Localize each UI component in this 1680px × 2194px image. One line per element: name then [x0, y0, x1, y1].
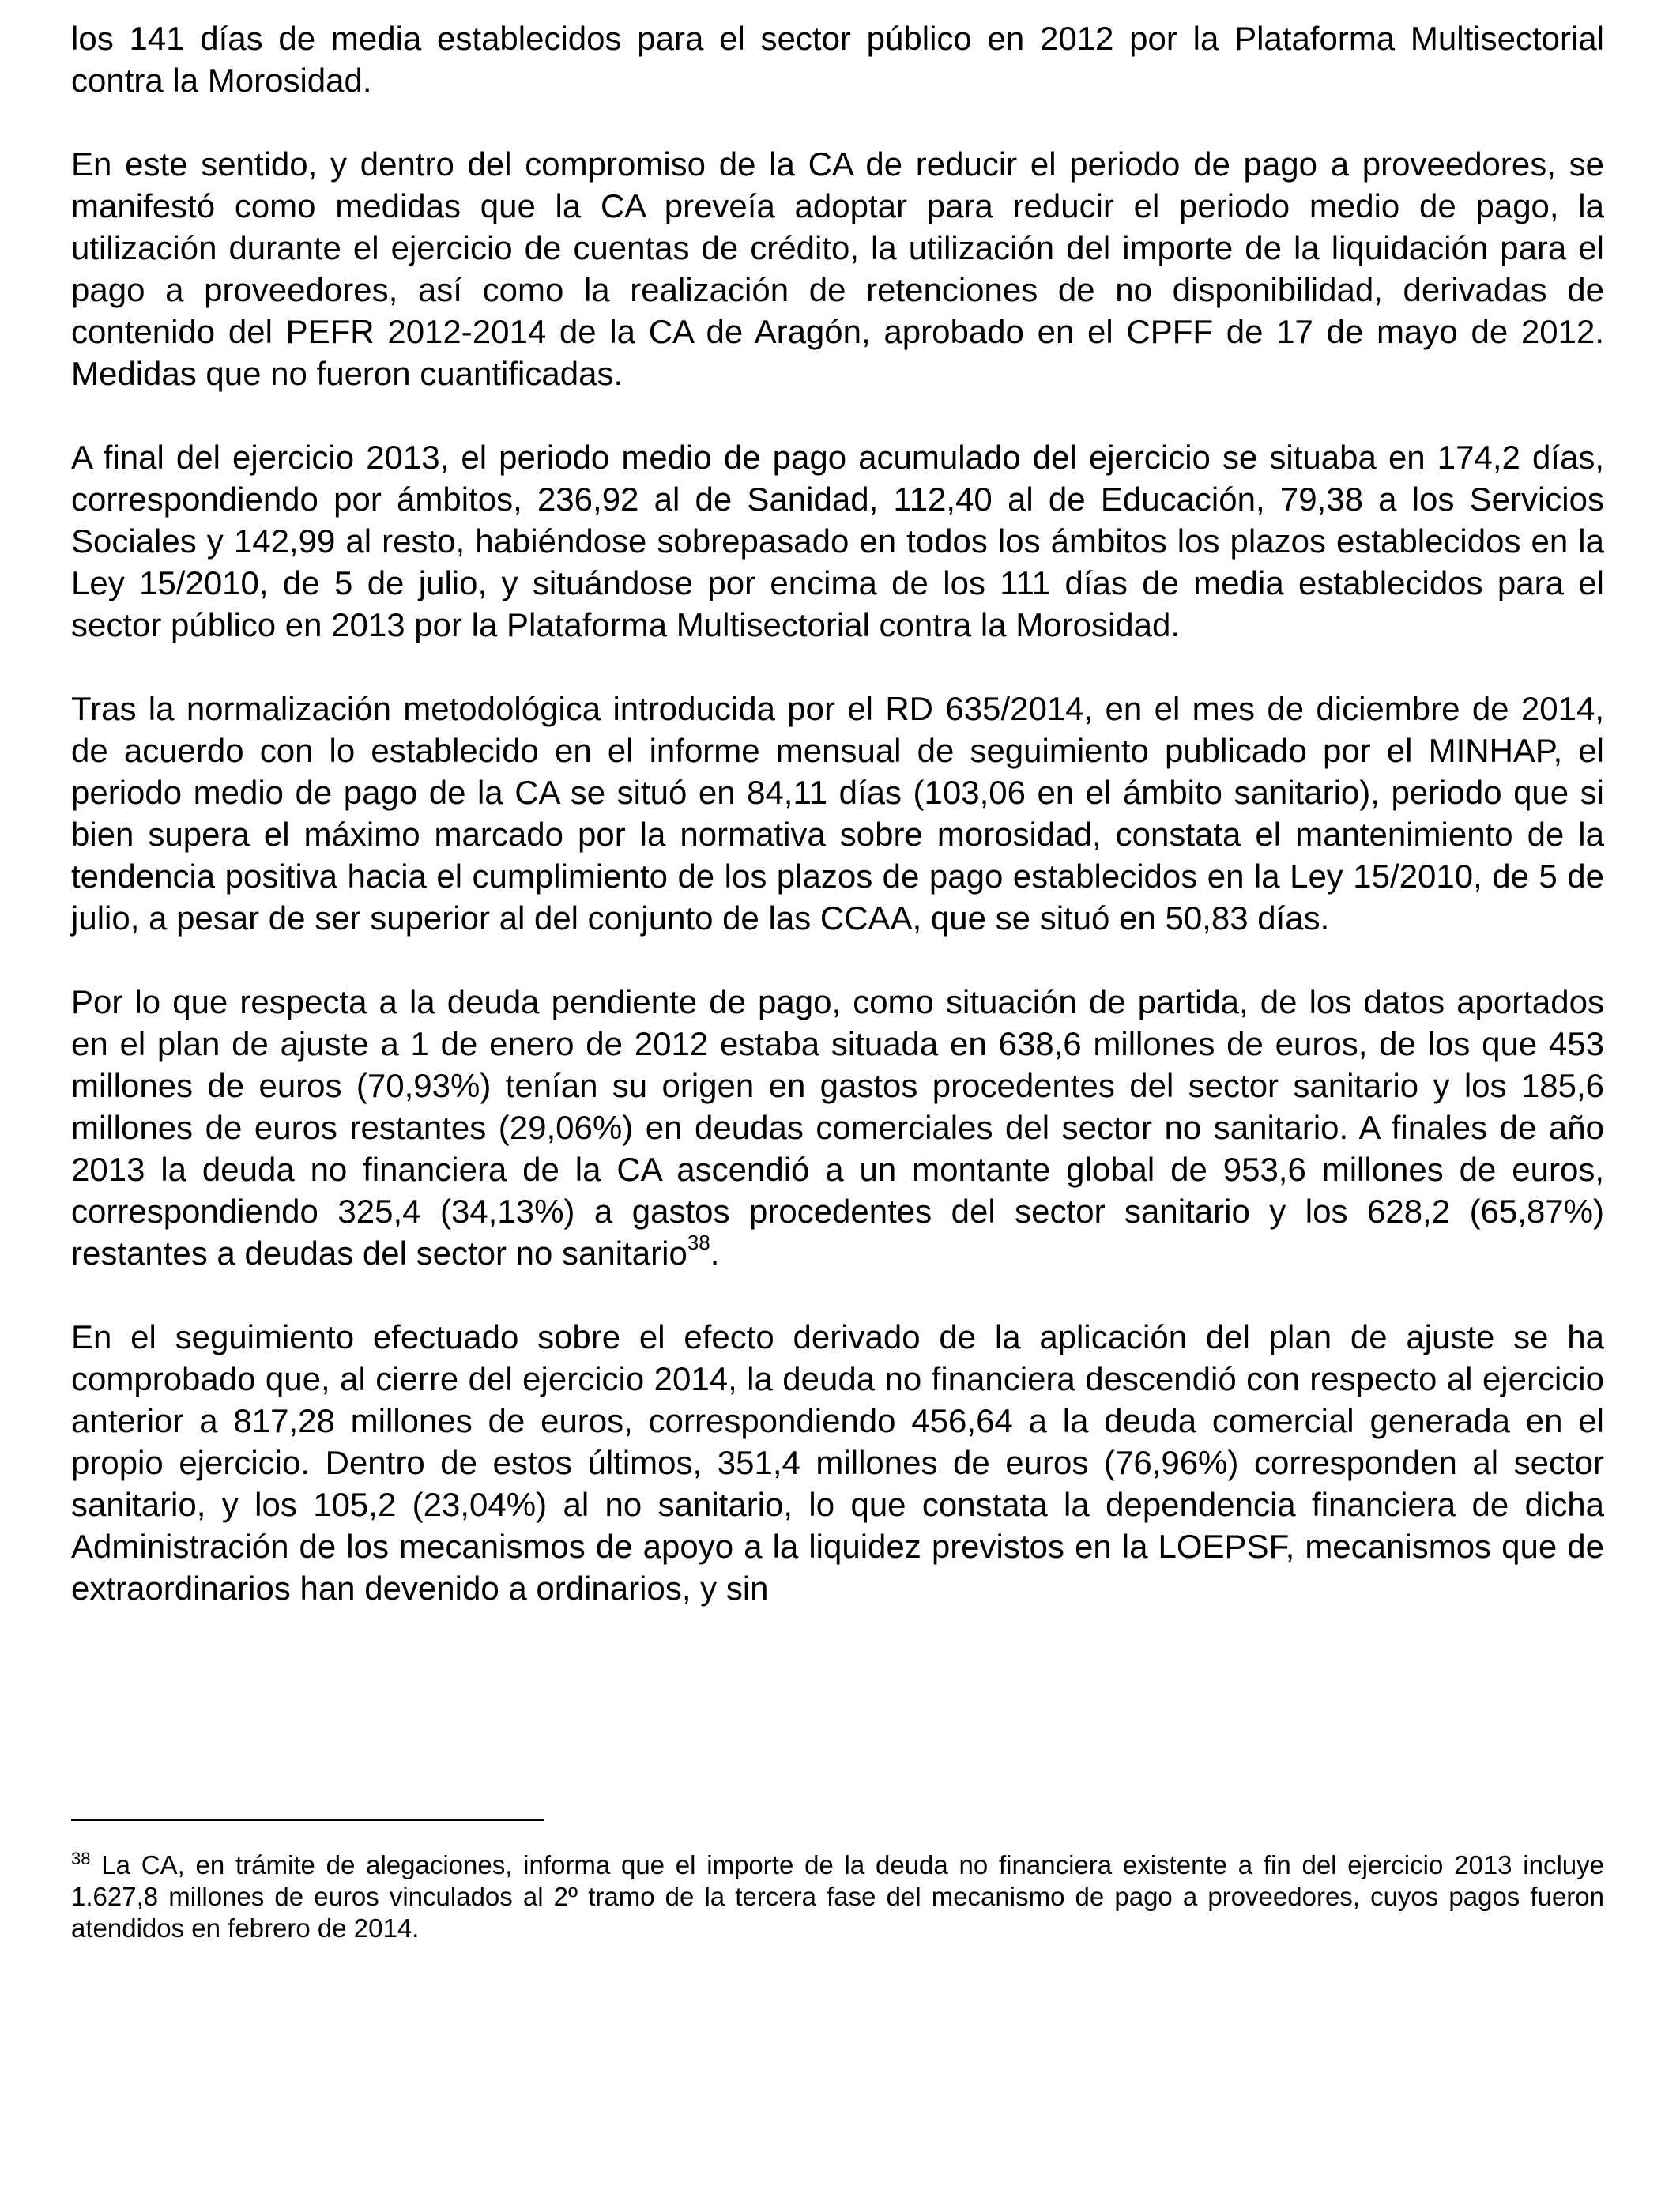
paragraph-2 — [71, 143, 1604, 394]
footnote — [71, 1849, 1604, 1944]
paragraph-tail: . — [710, 1235, 720, 1272]
paragraph-text: Tras la normalización metodológica introducida por el RD 635/2014, en el mes de diciembre de 2014, de acuerdo con lo establecido en el informe mensual de seguimiento publicado por el MINHAP, el periodo medio de pago de la CA se situó en 84,11 días (103,06 en el ámbito sanitario), periodo que si bien supera el máximo marcado por la normativa sobre morosidad, constata el mantenimiento de la tendencia positiva hacia el cumplimiento de los plazos de pago establecidos en la Ley 15/2010, de 5 de julio, a pesar de ser superior al del conjunto de las CCAA, que se situó en 50,83 días. — [71, 690, 1604, 937]
paragraph-5 — [71, 981, 1604, 1274]
paragraph-6 — [71, 1316, 1604, 1609]
paragraph-3 — [71, 436, 1604, 646]
footnote-separator — [71, 1819, 544, 1821]
paragraph-text: En el seguimiento efectuado sobre el efecto derivado de la aplicación del plan de ajuste se ha comprobado que, al cierre del ejercicio 2014, la deuda no financiera descendió con respecto al ejercicio anterior a 817,28 millones de euros, correspondiendo 456,64 a la deuda comercial generada en el propio ejercicio. Dentro de estos últimos, 351,4 millones de euros (76,96%) corresponden al sector sanitario, y los 105,2 (23,04%) al no sanitario, lo que constata la dependencia financiera de dicha Administración de los mecanismos de apoyo a la liquidez previstos en la LOEPSF, mecanismos que de extraordinarios han devenido a ordinarios, y sin — [71, 1318, 1604, 1607]
paragraph-text: A final del ejercicio 2013, el periodo medio de pago acumulado del ejercicio se situaba en 174,2 días, correspondiendo por ámbitos, 236,92 al de Sanidad, 112,40 al de Educación, 79,38 a los Servicios Sociales y 142,99 al resto, habiéndose sobrepasado en todos los ámbitos los plazos establecidos en la Ley 15/2010, de 5 de julio, y situándose por encima de los 111 días de media establecidos para el sector público en 2013 por la Plataforma Multisectorial contra la Morosidad. — [71, 439, 1604, 643]
paragraph-1 — [71, 17, 1604, 101]
paragraph-text: Por lo que respecta a la deuda pendiente de pago, como situación de partida, de los datos aportados en el plan de ajuste a 1 de enero de 2012 estaba situada en 638,6 millones de euros, de los que 453 millones de euros (70,93%) tenían su origen en gastos procedentes del sector sanitario y los 185,6 millones de euros restantes (29,06%) en deudas comerciales del sector no sanitario. A finales de año 2013 la deuda no financiera de la CA ascendió a un montante global de 953,6 millones de euros, correspondiendo 325,4 (34,13%) a gastos procedentes del sector sanitario y los 628,2 (65,87%) restantes a deudas del sector no sanitario — [71, 983, 1604, 1272]
paragraph-4 — [71, 688, 1604, 939]
footnote-reference: 38 — [687, 1231, 710, 1254]
paragraph-text: los 141 días de media establecidos para el sector público en 2012 por la Plataforma Multisectorial contra la Morosidad. — [71, 20, 1604, 99]
footnote-number: 38 — [71, 1849, 91, 1868]
document-body — [71, 17, 1604, 1651]
footnote-text: La CA, en trámite de alegaciones, informa que el importe de la deuda no financiera existente a fin del ejercicio 2013 incluye 1.627,8 millones de euros vinculados al 2º tramo de la tercera fase del mecanismo de pago a proveedores, cuyos pagos fueron atendidos en febrero de 2014. — [71, 1850, 1604, 1943]
paragraph-text: En este sentido, y dentro del compromiso de la CA de reducir el periodo de pago a proveedores, se manifestó como medidas que la CA preveía adoptar para reducir el periodo medio de pago, la utilización durante el ejercicio de cuentas de crédito, la utilización del importe de la liquidación para el pago a proveedores, así como la realización de retenciones de no disponibilidad, derivadas de contenido del PEFR 2012-2014 de la CA de Aragón, aprobado en el CPFF de 17 de mayo de 2012. Medidas que no fueron cuantificadas. — [71, 145, 1604, 392]
